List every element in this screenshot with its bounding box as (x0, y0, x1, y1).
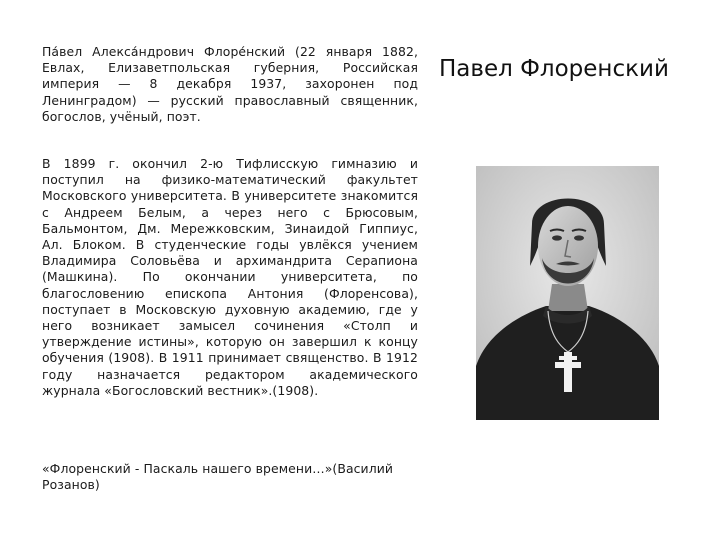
biography-education-paragraph: В 1899 г. окончил 2-ю Тифлисскую гимназию и поступил на физико-математический факультет Московского университета. В университете знакомится с Андреем Белым, а через него с Брюсовым, Бальмонтом, Дм. Мережковским, Зинаидой Гиппиус, Ал. Блоком. В студенческие годы увлёкся учением Владимира Соловьёва и архимандрита Серапиона (Машкина). По окончании университета, по благословению епископа Антония (Флоренсова), поступает в Московскую духовную академию, где у него возникает замысел сочинения «Столп и утверждение истины», которую он завершил к концу обучения (1908). В 1911 принимает священство. В 1912 году назначается редактором академического журнала «Богословский вестник».(1908). (42, 156, 418, 398)
biography-intro-paragraph: Па́вел Алекса́ндрович Флоре́нский (22 января 1882, Евлах, Елизаветпольская губерния, Российская империя — 8 декабря 1937, захоронен под Ленинградом) — русский православный священник, богослов, учёный, поэт. (42, 44, 418, 124)
page-title: Павел Флоренский (439, 56, 669, 82)
quote-paragraph: «Флоренский - Паскаль нашего времени…»(Василий Розанов) (42, 461, 394, 493)
portrait-photo (476, 166, 659, 420)
